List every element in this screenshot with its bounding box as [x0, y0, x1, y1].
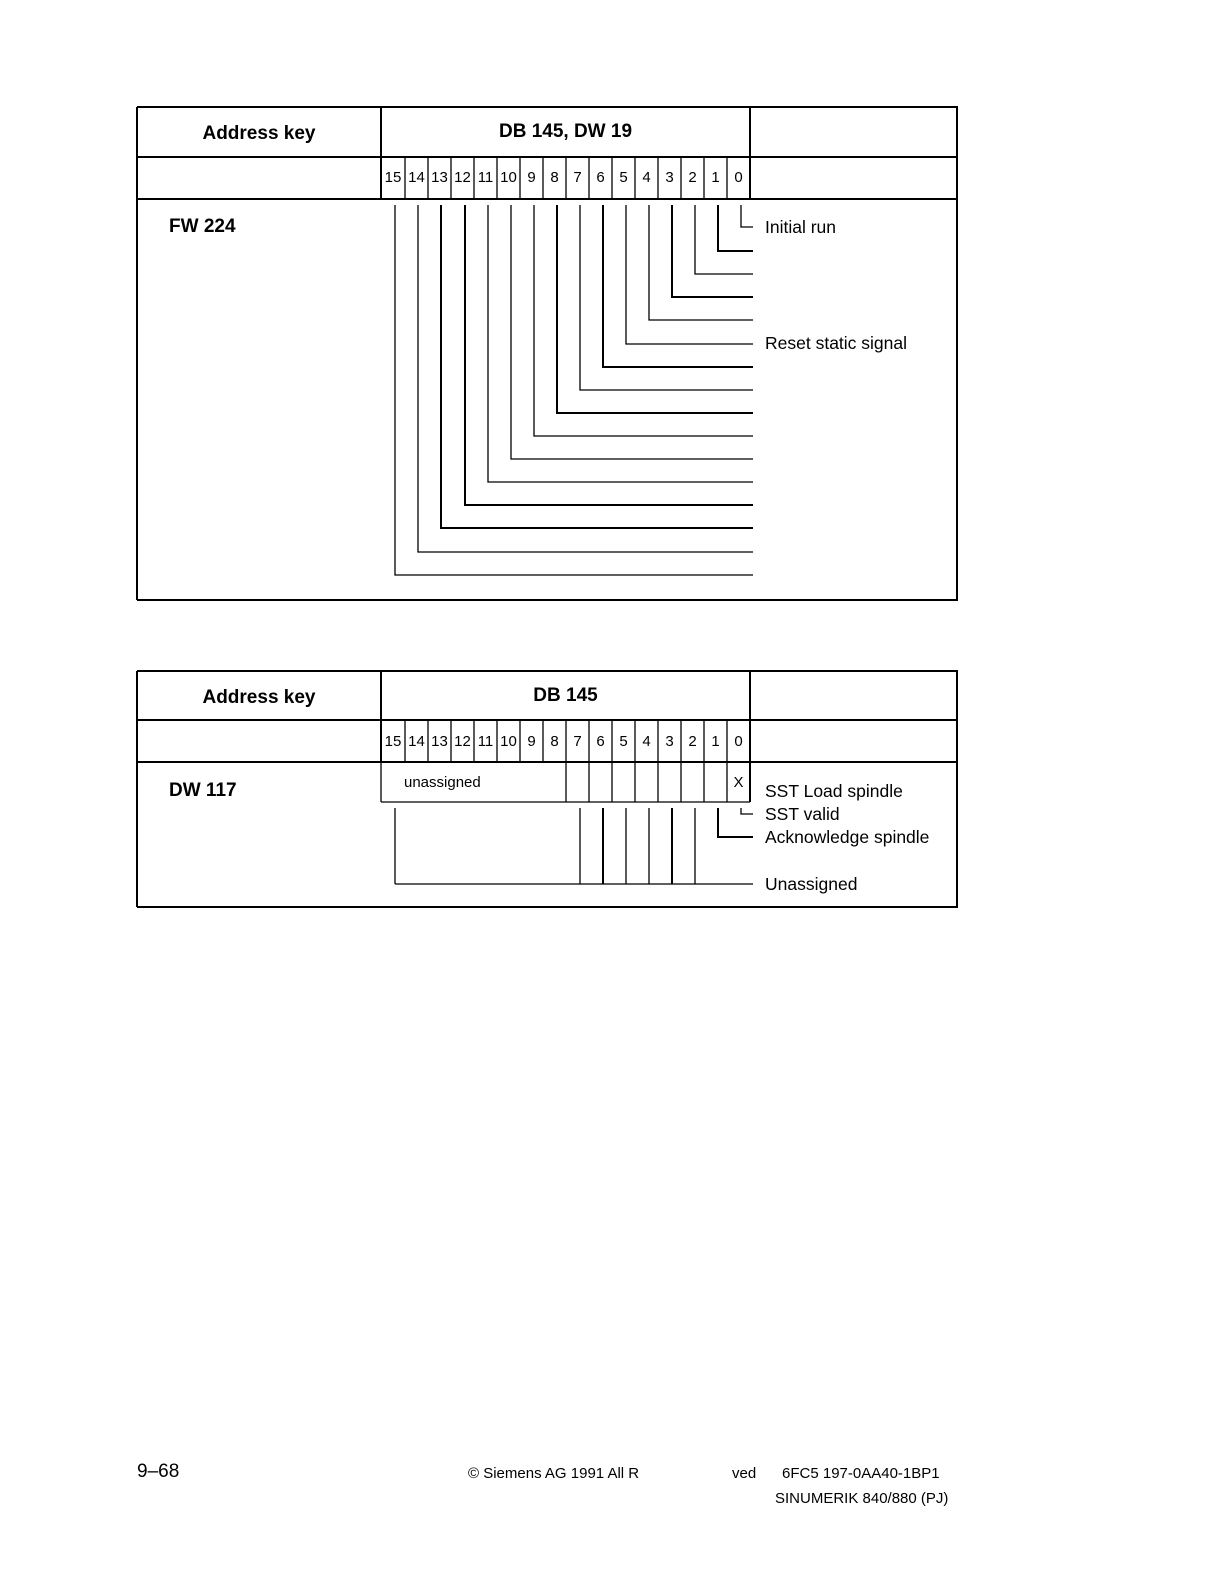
bit-number: 7 — [573, 169, 582, 186]
table2-bit-leaders — [395, 808, 753, 884]
bit-number: 9 — [527, 169, 536, 186]
label-sst-load-spindle: SST Load spindle — [765, 781, 903, 801]
copyright: © Siemens AG 1991 All R — [468, 1465, 640, 1482]
bit-number: 6 — [596, 733, 605, 750]
bit-number: 4 — [642, 169, 651, 186]
table2-address: DW 117 — [169, 780, 237, 801]
bit-number: 0 — [734, 169, 743, 186]
unassigned-cell: unassigned — [404, 774, 481, 791]
bit-number: 13 — [431, 169, 448, 186]
bit-number: 10 — [500, 733, 517, 750]
bit-number: 12 — [454, 733, 471, 750]
bit-number: 3 — [665, 169, 674, 186]
bit-number: 1 — [711, 169, 720, 186]
bit-number: 5 — [619, 169, 628, 186]
bit-number: 13 — [431, 733, 448, 750]
label-unassigned: Unassigned — [765, 874, 858, 894]
bit-number: 6 — [596, 169, 605, 186]
bit-number: 5 — [619, 733, 628, 750]
bit-number: 12 — [454, 169, 471, 186]
page-number: 9–68 — [137, 1461, 180, 1482]
table1-address: FW 224 — [169, 216, 236, 237]
label-sst-valid: SST valid — [765, 804, 840, 824]
bit-number: 3 — [665, 733, 674, 750]
bit-number: 15 — [384, 733, 402, 750]
bit-number: 8 — [550, 733, 559, 750]
label-initial-run: Initial run — [765, 217, 837, 237]
bit0-mark: X — [733, 774, 744, 791]
bit-number: 11 — [477, 169, 494, 186]
bit-number: 11 — [477, 733, 494, 750]
bit-number: 1 — [711, 733, 720, 750]
copyright-tail: ved — [732, 1465, 757, 1482]
bit-number: 10 — [500, 169, 517, 186]
table1-bit-leaders — [395, 205, 753, 575]
bit-number: 14 — [408, 169, 425, 186]
bit-number: 8 — [550, 169, 559, 186]
bit-number: 7 — [573, 733, 582, 750]
bit-number: 2 — [688, 169, 697, 186]
product-name: SINUMERIK 840/880 (PJ) — [775, 1490, 949, 1507]
bit-number: 15 — [384, 169, 402, 186]
label-reset-static-signal: Reset static signal — [765, 333, 908, 353]
table2-block-header: DB 145 — [533, 685, 598, 706]
bit-number: 4 — [642, 733, 651, 750]
bit-number: 0 — [734, 733, 743, 750]
table1-block-header: DB 145, DW 19 — [498, 121, 633, 142]
order-number: 6FC5 197-0AA40-1BP1 — [782, 1465, 940, 1482]
bit-number: 2 — [688, 733, 697, 750]
table2-address-key-header: Address key — [202, 687, 316, 708]
bit-number: 14 — [408, 733, 425, 750]
label-acknowledge-spindle: Acknowledge spindle — [765, 827, 930, 847]
table1-address-key-header: Address key — [202, 123, 316, 144]
bit-number: 9 — [527, 733, 536, 750]
